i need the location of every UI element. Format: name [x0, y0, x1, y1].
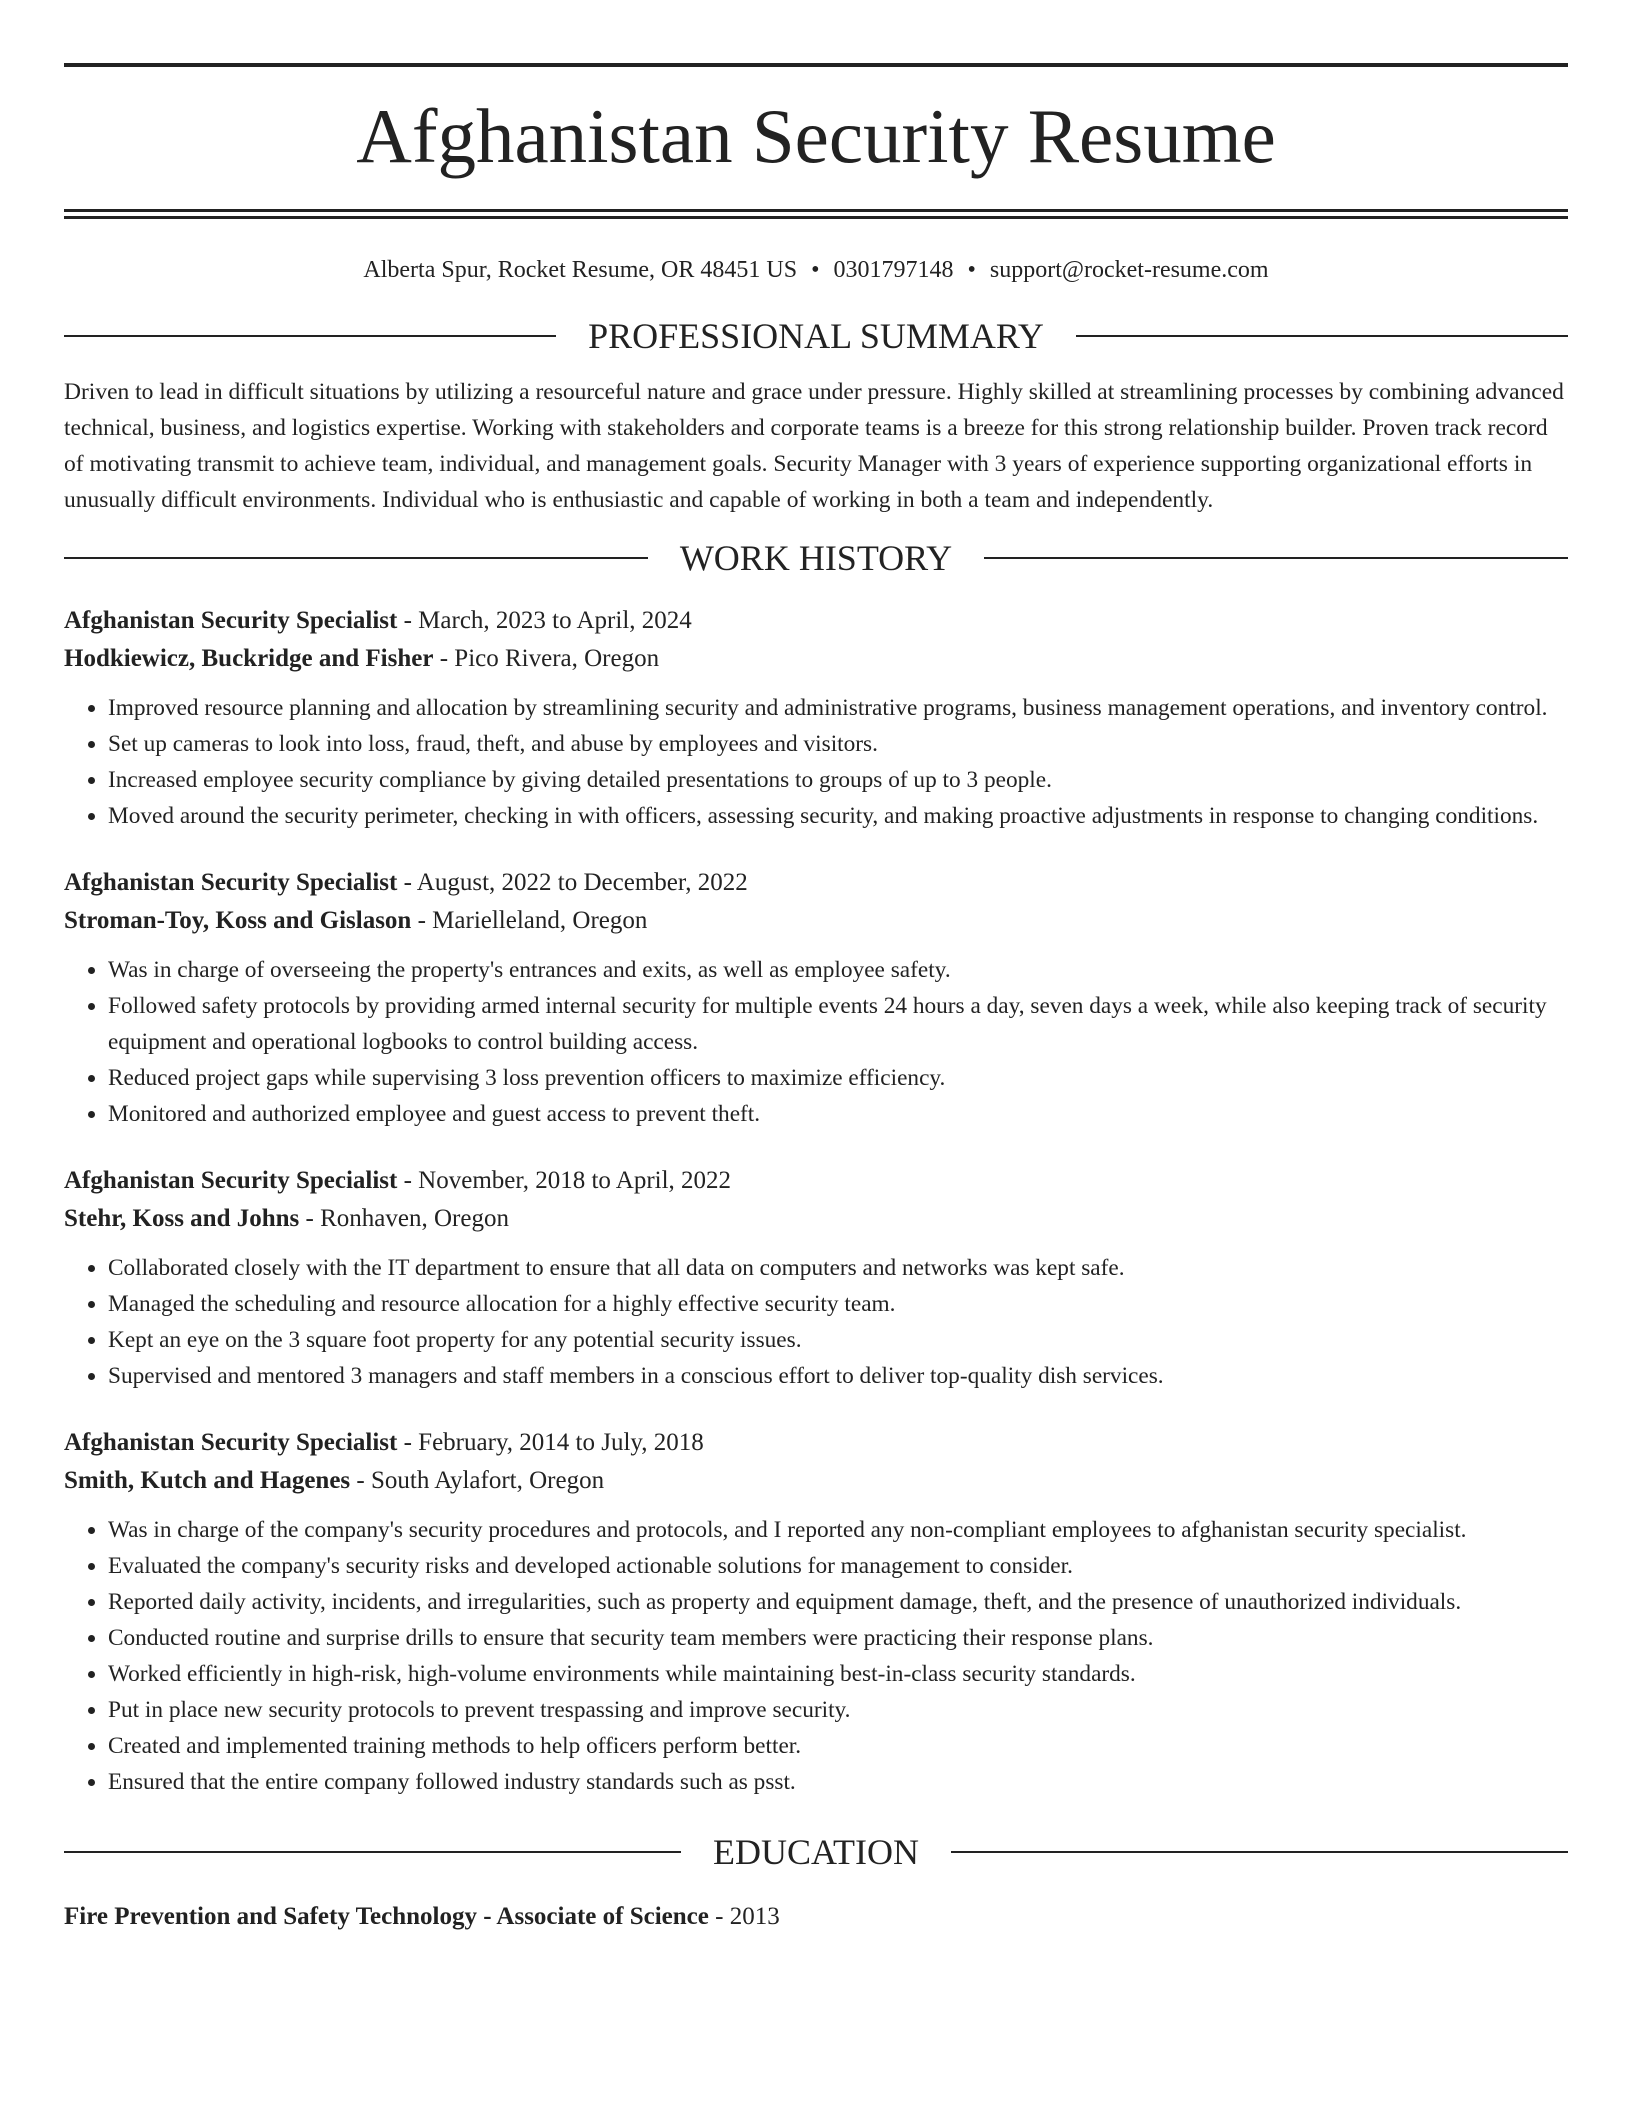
summary-text: Driven to lead in difficult situations by utilizing a resourceful nature and grace under pressure. Highly skilled at streamlining processes by combining advanced technical, business, and logistics expertise. Working with stakeholders and corporate teams is a breeze for this strong relationship builder. Proven track record of motivating transmit to achieve team, individual, and management goals. Security Manager with 3 years of experience supporting organizational efforts in unusually difficult environments. Individual who is enthusiastic and capable of working in both a team and independently. — [64, 379, 1564, 513]
job-company: Stehr, Koss and Johns — [64, 1205, 300, 1232]
job-bullet: • Was in charge of the company's security procedures and protocols, and I reported any non-compliant employees to afghanistan security specialist. — [108, 1512, 1568, 1548]
resume-page — [64, 0, 1568, 1936]
job-location: - Ronhaven, Oregon — [305, 1205, 509, 1232]
job-company-line — [64, 1462, 1568, 1500]
job-entry — [64, 864, 1568, 1132]
contact-line — [64, 255, 1568, 285]
contact-separator: • — [967, 257, 976, 283]
title-double-rule — [64, 209, 1568, 219]
work-heading-label: WORK HISTORY — [679, 538, 953, 578]
job-company-line — [64, 902, 1568, 940]
job-bullet: • Kept an eye on the 3 square foot property for any potential security issues. — [108, 1322, 1568, 1358]
summary-heading — [64, 316, 1568, 356]
job-bullet: • Evaluated the company's security risks and developed actionable solutions for management to consider. — [108, 1548, 1568, 1584]
job-company: Stroman-Toy, Koss and Gislason — [64, 907, 412, 934]
work-heading — [64, 538, 1568, 578]
education-year: - 2013 — [715, 1903, 780, 1930]
job-entry — [64, 602, 1568, 834]
education-heading — [64, 1832, 1568, 1872]
job-company: Smith, Kutch and Hagenes — [64, 1467, 351, 1494]
heading-rule — [951, 1851, 1568, 1853]
heading-rule — [64, 335, 556, 337]
job-bullet: • Monitored and authorized employee and guest access to prevent theft. — [108, 1096, 1568, 1132]
job-location: - South Aylafort, Oregon — [356, 1467, 605, 1494]
job-bullet: • Increased employee security compliance by giving detailed presentations to groups of up to 3 people. — [108, 762, 1568, 798]
resume-title: Afghanistan Security Resume — [356, 93, 1276, 179]
education-entry — [64, 1898, 1568, 1936]
job-entry — [64, 1162, 1568, 1394]
job-bullets — [64, 690, 1568, 834]
job-dates: - February, 2014 to July, 2018 — [403, 1429, 704, 1456]
job-bullet: • Conducted routine and surprise drills to ensure that security team members were practicing their response plans. — [108, 1620, 1568, 1656]
job-bullet: • Moved around the security perimeter, checking in with officers, assessing security, and making proactive adjustments in response to changing conditions. — [108, 798, 1568, 834]
job-title-line — [64, 602, 1568, 640]
heading-rule — [984, 557, 1568, 559]
job-dates: - November, 2018 to April, 2022 — [403, 1167, 732, 1194]
job-bullet: • Reduced project gaps while supervising 3 loss prevention officers to maximize efficiency. — [108, 1060, 1568, 1096]
job-bullet: • Worked efficiently in high-risk, high-volume environments while maintaining best-in-class security standards. — [108, 1656, 1568, 1692]
job-company-line — [64, 1200, 1568, 1238]
job-bullet: • Was in charge of overseeing the property's entrances and exits, as well as employee safety. — [108, 952, 1568, 988]
job-bullet: • Ensured that the entire company followed industry standards such as psst. — [108, 1764, 1568, 1800]
top-rule — [64, 63, 1568, 67]
job-bullet: • Reported daily activity, incidents, and irregularities, such as property and equipment damage, theft, and the presence of unauthorized individuals. — [108, 1584, 1568, 1620]
job-bullets — [64, 952, 1568, 1132]
job-location: - Pico Rivera, Oregon — [439, 645, 660, 672]
job-bullet: • Created and implemented training methods to help officers perform better. — [108, 1728, 1568, 1764]
job-bullet: • Improved resource planning and allocation by streamlining security and administrative programs, business management operations, and inventory control. — [108, 690, 1568, 726]
contact-email: support@rocket-resume.com — [989, 257, 1269, 283]
job-title: Afghanistan Security Specialist — [64, 607, 398, 634]
contact-address: Alberta Spur, Rocket Resume, OR 48451 US — [363, 257, 798, 283]
job-bullet: • Collaborated closely with the IT department to ensure that all data on computers and networks was kept safe. — [108, 1250, 1568, 1286]
job-bullet: • Set up cameras to look into loss, fraud, theft, and abuse by employees and visitors. — [108, 726, 1568, 762]
job-title: Afghanistan Security Specialist — [64, 869, 398, 896]
job-bullet: • Put in place new security protocols to prevent trespassing and improve security. — [108, 1692, 1568, 1728]
job-entry — [64, 1424, 1568, 1800]
job-title-line — [64, 1424, 1568, 1462]
job-location: - Marielleland, Oregon — [417, 907, 648, 934]
job-bullet: • Followed safety protocols by providing armed internal security for multiple events 24 hours a day, seven days a week, while also keeping track of security equipment and operational logbooks to control building access. — [108, 988, 1568, 1060]
job-title: Afghanistan Security Specialist — [64, 1429, 398, 1456]
job-title-line — [64, 864, 1568, 902]
job-company-line — [64, 640, 1568, 678]
job-bullets — [64, 1512, 1568, 1800]
education-degree: Fire Prevention and Safety Technology - Associate of Science — [64, 1903, 709, 1930]
contact-phone: 0301797148 — [833, 257, 954, 283]
contact-separator: • — [811, 257, 820, 283]
heading-rule — [64, 1851, 681, 1853]
education-heading-label: EDUCATION — [713, 1832, 919, 1872]
job-dates: - March, 2023 to April, 2024 — [403, 607, 692, 634]
heading-rule — [64, 557, 648, 559]
job-title-line — [64, 1162, 1568, 1200]
job-bullet: • Supervised and mentored 3 managers and staff members in a conscious effort to deliver top-quality dish services. — [108, 1358, 1568, 1394]
job-bullet: • Managed the scheduling and resource allocation for a highly effective security team. — [108, 1286, 1568, 1322]
job-bullets — [64, 1250, 1568, 1394]
job-dates: - August, 2022 to December, 2022 — [403, 869, 748, 896]
heading-rule — [1076, 335, 1568, 337]
job-company: Hodkiewicz, Buckridge and Fisher — [64, 645, 434, 672]
summary-heading-label: PROFESSIONAL SUMMARY — [588, 316, 1044, 356]
job-title: Afghanistan Security Specialist — [64, 1167, 398, 1194]
